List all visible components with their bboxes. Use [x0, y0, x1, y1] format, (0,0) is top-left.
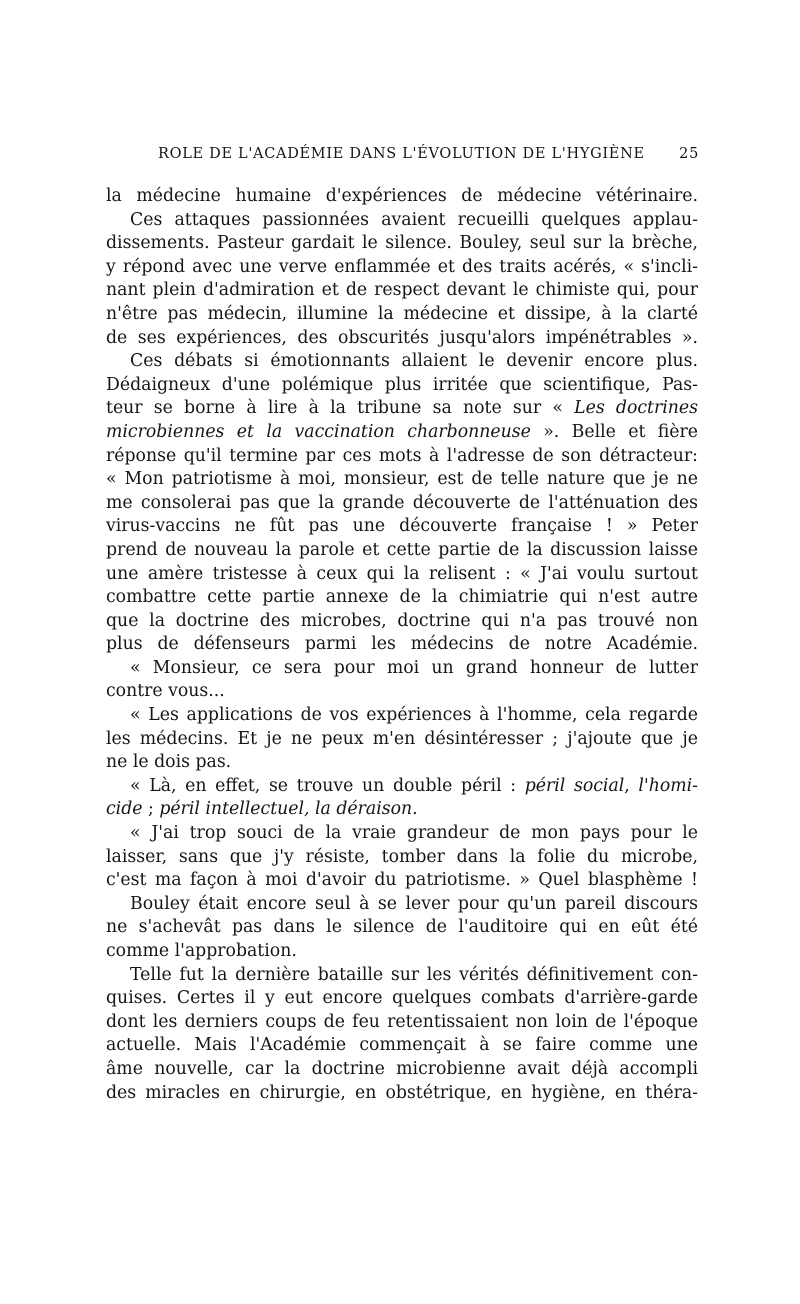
text-line: actuelle. Mais l'Académie commençait à se faire comme une [106, 1035, 698, 1056]
text-line [106, 421, 698, 445]
text-line: réponse qu'il termine par ces mots à l'adresse de son détracteur: [106, 445, 698, 466]
text-line: « J'ai trop souci de la vraie grandeur de mon pays pour le [130, 823, 698, 844]
italic-phrase: péril intellectuel, la déraison. [159, 799, 418, 820]
text-line: dissements. Pasteur gardait le silence. Bouley, seul sur la brèche, [106, 233, 698, 254]
text-line: « Les applications de vos expériences à l'homme, cela regarde [130, 705, 698, 726]
text-line: contre vous... [106, 681, 225, 702]
body-text [106, 185, 698, 1105]
text-line: Bouley était encore seul à se lever pour qu'un pareil discours [130, 893, 698, 914]
text-line: « Mon patriotisme à moi, monsieur, est de telle nature que je ne [106, 469, 698, 490]
text-line: des miracles en chirurgie, en obstétrique, en hygiène, en théra- [106, 1082, 698, 1103]
italic-title: microbiennes et la vaccination charbonneuse [106, 421, 531, 442]
text-line: âme nouvelle, car la doctrine microbienne avait déjà accompli [106, 1058, 698, 1079]
text-line: n'être pas médecin, illumine la médecine et dissipe, à la clarté [106, 303, 698, 324]
text-line: dont les derniers coups de feu retentissaient non loin de l'époque [106, 1011, 698, 1032]
text-line: que la doctrine des microbes, doctrine qui n'a pas trouvé non [106, 610, 698, 631]
text-line: ne le dois pas. [106, 752, 232, 773]
text-line: « Monsieur, ce sera pour moi un grand honneur de lutter [130, 657, 698, 678]
text-line: Telle fut la dernière bataille sur les vérités définitivement con- [130, 964, 698, 985]
italic-title: Les doctrines [574, 398, 698, 419]
text-line: les médecins. Et je ne peux m'en désintéresser ; j'ajoute que je [106, 728, 698, 749]
italic-phrase: péril social [524, 775, 625, 796]
italic-phrase: cide [106, 799, 143, 820]
text-line [106, 775, 698, 799]
text-segment: ». Belle et fière [530, 421, 698, 442]
text-line: ne s'achevât pas dans le silence de l'auditoire qui en eût été [106, 917, 698, 938]
text-segment: , [624, 775, 639, 796]
text-line: combattre cette partie annexe de la chimiatrie qui n'est autre [106, 587, 698, 608]
text-line: plus de défenseurs parmi les médecins de notre Académie. [106, 634, 698, 655]
text-line: de ses expériences, des obscurités jusqu'alors impénétrables ». [106, 327, 698, 348]
text-segment: ; [142, 799, 160, 820]
text-line: laisser, sans que j'y résiste, tomber dans la folie du microbe, [106, 846, 698, 867]
text-line: Ces débats si émotionnants allaient le devenir encore plus. [130, 351, 698, 372]
text-line: nant plein d'admiration et de respect devant le chimiste qui, pour [106, 280, 698, 301]
text-line [106, 798, 698, 822]
text-line: quises. Certes il y eut encore quelques combats d'arrière-garde [106, 988, 698, 1009]
text-line: comme l'approbation. [106, 941, 297, 961]
text-line: prend de nouveau la parole et cette partie de la discussion laisse [106, 539, 698, 560]
text-line: me consolerai pas que la grande découverte de l'atténuation des [106, 492, 698, 513]
text-line [106, 397, 698, 421]
text-line: y répond avec une verve enflammée et des traits acérés, « s'incli- [106, 256, 698, 277]
text-segment: « Là, en effet, se trouve un double péril : [130, 775, 525, 796]
text-line: une amère tristesse à ceux qui la relisent : « J'ai voulu surtout [106, 563, 698, 584]
text-line: Dédaigneux d'une polémique plus irritée que scientifique, Pas- [106, 374, 698, 395]
running-title: ROLE DE L'ACADÉMIE DANS L'ÉVOLUTION DE L'HYGIÈNE [158, 146, 645, 162]
text-line: virus-vaccins ne fût pas une découverte française ! » Peter [106, 516, 698, 537]
text-segment: teur se borne à lire à la tribune sa note sur « [106, 398, 575, 419]
text-line: c'est ma façon à moi d'avoir du patriotisme. » Quel blasphème ! [106, 870, 698, 891]
italic-phrase: l'homi- [638, 775, 698, 796]
text-line: Ces attaques passionnées avaient recueilli quelques applau- [130, 209, 698, 230]
text-line: la médecine humaine d'expériences de médecine vétérinaire. [106, 186, 698, 206]
page-number: 25 [679, 146, 699, 162]
running-header [158, 146, 699, 166]
